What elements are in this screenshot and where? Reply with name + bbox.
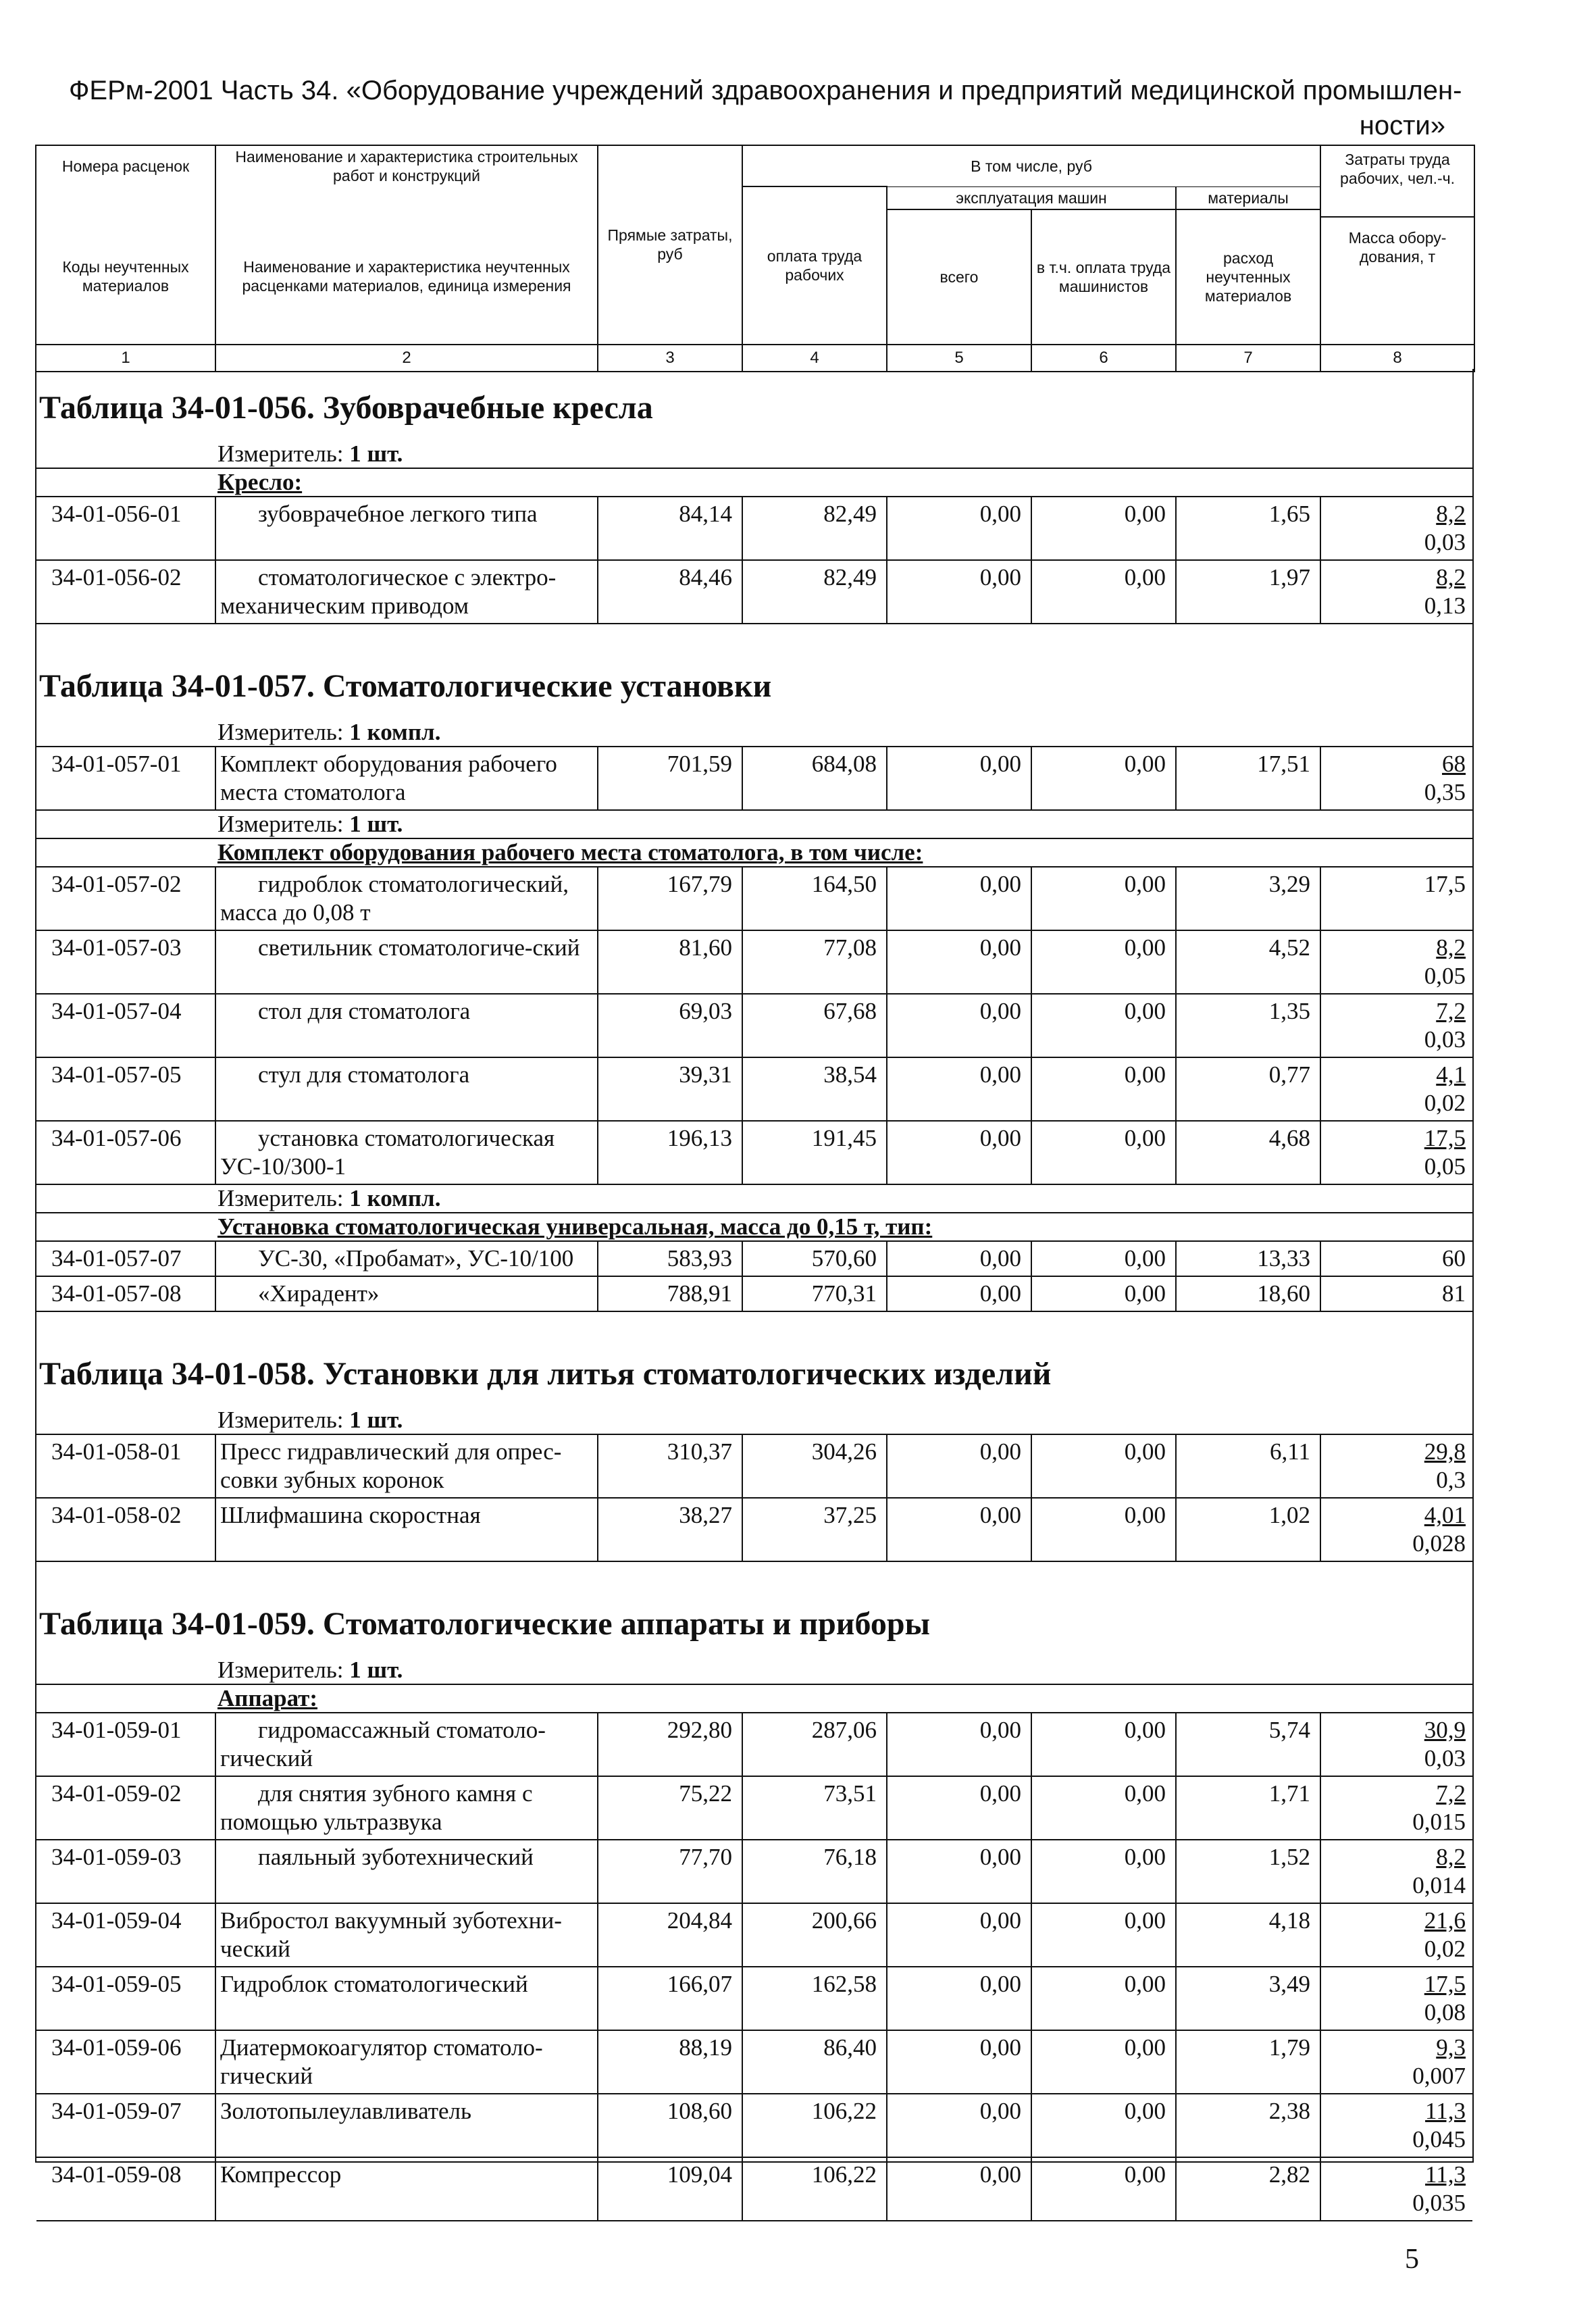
direct-costs: 292,80: [598, 1713, 743, 1776]
machine-total: 0,00: [887, 1777, 1032, 1839]
group-header: [36, 1685, 1472, 1713]
rate-table-section: [36, 1585, 1472, 2221]
section-gap: [36, 1312, 1472, 1335]
rate-code: 34-01-059-06: [36, 2031, 216, 2093]
work-name: стоматологическое с электро-механическим приводом: [216, 561, 598, 623]
unit-value: 1 компл.: [349, 719, 441, 745]
worker-pay: 82,49: [743, 497, 887, 559]
rate-code: 34-01-057-04: [36, 995, 216, 1057]
materials-cost: 0,77: [1177, 1058, 1321, 1120]
table-row: [36, 1277, 1472, 1312]
materials-cost: 18,60: [1177, 1277, 1321, 1311]
machinist-pay: 0,00: [1032, 1435, 1177, 1497]
labor-costs: 7,2: [1436, 998, 1466, 1024]
work-name: Вибростол вакуумный зуботехни-ческий: [216, 1904, 598, 1966]
machine-total: 0,00: [887, 561, 1032, 623]
work-name: УС-30, «Пробамат», УС-10/100: [216, 1242, 598, 1276]
header-equipment-mass: Масса обору-дования, т: [1348, 229, 1447, 266]
materials-cost: 3,29: [1177, 867, 1321, 930]
equipment-mass: 0,03: [1424, 1026, 1466, 1053]
table-row: [36, 1840, 1472, 1904]
group-header-text: Аппарат:: [217, 1685, 318, 1711]
section-gap: [36, 624, 1472, 647]
unit-of-measure: [36, 1657, 1472, 1685]
column-number: 2: [215, 345, 598, 372]
labor-costs: 68: [1442, 751, 1466, 777]
machinist-pay: 0,00: [1032, 1242, 1177, 1276]
labor-costs: 60: [1442, 1245, 1466, 1272]
header-labor-mass: [1320, 145, 1474, 345]
work-name: гидроблок стоматологический, масса до 0,08 т: [216, 867, 598, 930]
machinist-pay: 0,00: [1032, 931, 1177, 993]
machine-total: 0,00: [887, 1904, 1032, 1966]
work-name: Шлифмашина скоростная: [216, 1499, 598, 1561]
labor-and-mass: [1321, 497, 1475, 559]
equipment-mass: 0,03: [1424, 1745, 1466, 1771]
column-number: 1: [36, 345, 215, 372]
unit-of-measure: [36, 1407, 1472, 1435]
worker-pay: 106,22: [743, 2094, 887, 2157]
header-machine-operation: эксплуатация машин: [887, 186, 1176, 209]
table-title: Таблица 34-01-057. Стоматологические установки: [39, 668, 772, 704]
labor-and-mass: [1321, 1058, 1475, 1120]
worker-pay: 38,54: [743, 1058, 887, 1120]
materials-cost: 5,74: [1177, 1713, 1321, 1776]
labor-costs: 7,2: [1436, 1780, 1466, 1807]
column-number: 6: [1031, 345, 1176, 372]
materials-cost: 1,52: [1177, 1840, 1321, 1903]
labor-and-mass: [1321, 1967, 1475, 2030]
rate-code: 34-01-059-08: [36, 2158, 216, 2220]
worker-pay: 200,66: [743, 1904, 887, 1966]
table-title: Таблица 34-01-059. Стоматологические аппараты и приборы: [39, 1606, 930, 1642]
labor-costs: 29,8: [1424, 1438, 1466, 1465]
rate-code: 34-01-059-02: [36, 1777, 216, 1839]
labor-and-mass: [1321, 2094, 1475, 2157]
direct-costs: 310,37: [598, 1435, 743, 1497]
worker-pay: 570,60: [743, 1242, 887, 1276]
labor-and-mass: [1321, 1122, 1475, 1184]
materials-cost: 1,97: [1177, 561, 1321, 623]
equipment-mass: 0,007: [1412, 2063, 1466, 2089]
machinist-pay: 0,00: [1032, 1122, 1177, 1184]
table-row: [36, 1713, 1472, 1777]
unit-value: 1 шт.: [349, 811, 403, 837]
work-name: Пресс гидравлический для опрес-совки зубных коронок: [216, 1435, 598, 1497]
machinist-pay: 0,00: [1032, 1840, 1177, 1903]
direct-costs: 75,22: [598, 1777, 743, 1839]
table-row: [36, 2031, 1472, 2094]
work-name: для снятия зубного камня с помощью ультразвука: [216, 1777, 598, 1839]
materials-cost: 4,68: [1177, 1122, 1321, 1184]
group-header: [36, 839, 1472, 867]
equipment-mass: 0,035: [1412, 2190, 1466, 2216]
rate-code: 34-01-059-04: [36, 1904, 216, 1966]
rate-code: 34-01-059-01: [36, 1713, 216, 1776]
table-row: [36, 1242, 1472, 1277]
group-header-text: Комплект оборудования рабочего места стоматолога, в том числе:: [217, 839, 923, 865]
equipment-mass: 0,35: [1424, 779, 1466, 805]
header-line-1: ФЕРм-2001 Часть 34. «Оборудование учреждений здравоохранения и предприятий медицинской промышлен-: [69, 76, 1462, 105]
unit-value: 1 компл.: [349, 1185, 441, 1211]
rate-code: 34-01-057-06: [36, 1122, 216, 1184]
equipment-mass: 0,05: [1424, 1153, 1466, 1180]
unit-value: 1 шт.: [349, 1407, 403, 1433]
labor-and-mass: [1321, 1840, 1475, 1903]
labor-and-mass: [1321, 931, 1475, 993]
machinist-pay: 0,00: [1032, 561, 1177, 623]
worker-pay: 77,08: [743, 931, 887, 993]
group-header: [36, 469, 1472, 497]
direct-costs: 84,14: [598, 497, 743, 559]
worker-pay: 287,06: [743, 1713, 887, 1776]
column-number: 7: [1176, 345, 1320, 372]
machine-total: 0,00: [887, 2094, 1032, 2157]
equipment-mass: 0,08: [1424, 1999, 1466, 2026]
column-number: 8: [1320, 345, 1474, 372]
worker-pay: 162,58: [743, 1967, 887, 2030]
header-including: В том числе, руб: [742, 145, 1320, 186]
equipment-mass: 0,02: [1424, 1090, 1466, 1116]
materials-cost: 17,51: [1177, 747, 1321, 809]
table-row: [36, 1058, 1472, 1122]
table-row: [36, 747, 1472, 811]
direct-costs: 204,84: [598, 1904, 743, 1966]
table-row: [36, 561, 1472, 624]
rate-code: 34-01-057-03: [36, 931, 216, 993]
labor-and-mass: [1321, 1777, 1475, 1839]
labor-and-mass: [1321, 747, 1475, 809]
table-row: [36, 1499, 1472, 1562]
labor-and-mass: [1321, 995, 1475, 1057]
work-name: Комплект оборудования рабочего места стоматолога: [216, 747, 598, 809]
direct-costs: 108,60: [598, 2094, 743, 2157]
machine-total: 0,00: [887, 497, 1032, 559]
rate-code: 34-01-059-05: [36, 1967, 216, 2030]
labor-costs: 4,1: [1436, 1061, 1466, 1088]
equipment-mass: 0,03: [1424, 529, 1466, 555]
labor-costs: 8,2: [1436, 1844, 1466, 1870]
labor-and-mass: [1321, 1435, 1475, 1497]
labor-costs: 17,5: [1424, 1125, 1466, 1151]
rate-table-section: [36, 1335, 1472, 1562]
header-worker-pay: оплата труда рабочих: [742, 186, 887, 345]
worker-pay: 37,25: [743, 1499, 887, 1561]
equipment-mass: 0,02: [1424, 1936, 1466, 1962]
direct-costs: 81,60: [598, 931, 743, 993]
machinist-pay: 0,00: [1032, 1058, 1177, 1120]
worker-pay: 76,18: [743, 1840, 887, 1903]
labor-costs: 9,3: [1436, 2034, 1466, 2061]
header-machine-total: всего: [887, 209, 1031, 345]
machinist-pay: 0,00: [1032, 1713, 1177, 1776]
labor-costs: 8,2: [1436, 934, 1466, 961]
worker-pay: 684,08: [743, 747, 887, 809]
work-name: Золотопылеулавливатель: [216, 2094, 598, 2157]
direct-costs: 701,59: [598, 747, 743, 809]
work-name: стол для стоматолога: [216, 995, 598, 1057]
column-number: 4: [742, 345, 887, 372]
labor-costs: 81: [1442, 1280, 1466, 1307]
table-title: Таблица 34-01-058. Установки для литья стоматологических изделий: [39, 1356, 1052, 1392]
machine-total: 0,00: [887, 1122, 1032, 1184]
unit-of-measure: [36, 811, 1472, 839]
header-material-consumption: расход неучтенных материалов: [1176, 209, 1320, 345]
table-row: [36, 931, 1472, 995]
table-row: [36, 1904, 1472, 1967]
direct-costs: 69,03: [598, 995, 743, 1057]
machine-total: 0,00: [887, 1713, 1032, 1776]
labor-costs: 17,5: [1424, 871, 1466, 897]
worker-pay: 82,49: [743, 561, 887, 623]
worker-pay: 73,51: [743, 1777, 887, 1839]
machinist-pay: 0,00: [1032, 497, 1177, 559]
labor-costs: 8,2: [1436, 501, 1466, 527]
work-name: Компрессор: [216, 2158, 598, 2220]
machine-total: 0,00: [887, 1435, 1032, 1497]
materials-cost: 1,02: [1177, 1499, 1321, 1561]
unit-of-measure: [36, 1185, 1472, 1213]
rate-table-section: [36, 369, 1472, 624]
equipment-mass: 0,13: [1424, 593, 1466, 619]
unit-label: Измеритель:: [217, 1407, 350, 1433]
materials-cost: 1,79: [1177, 2031, 1321, 2093]
work-name: светильник стоматологиче-ский: [216, 931, 598, 993]
rate-code: 34-01-058-02: [36, 1499, 216, 1561]
equipment-mass: 0,015: [1412, 1809, 1466, 1835]
machine-total: 0,00: [887, 1967, 1032, 2030]
machinist-pay: 0,00: [1032, 1277, 1177, 1311]
machinist-pay: 0,00: [1032, 867, 1177, 930]
worker-pay: 191,45: [743, 1122, 887, 1184]
header-direct-costs: Прямые затраты, руб: [598, 145, 742, 345]
rate-code: 34-01-057-08: [36, 1277, 216, 1311]
materials-cost: 2,38: [1177, 2094, 1321, 2157]
header-machinist-pay: в т.ч. оплата труда машинистов: [1031, 209, 1176, 345]
rate-table-section: [36, 647, 1472, 1312]
header-rate-numbers: Номера расценок: [36, 145, 215, 186]
work-name: зубоврачебное легкого типа: [216, 497, 598, 559]
table-row: [36, 2158, 1472, 2221]
machine-total: 0,00: [887, 995, 1032, 1057]
labor-costs: 4,01: [1424, 1502, 1466, 1528]
labor-costs: 30,9: [1424, 1717, 1466, 1743]
work-name: стул для стоматолога: [216, 1058, 598, 1120]
machine-total: 0,00: [887, 2158, 1032, 2220]
machine-total: 0,00: [887, 931, 1032, 993]
direct-costs: 788,91: [598, 1277, 743, 1311]
worker-pay: 67,68: [743, 995, 887, 1057]
direct-costs: 39,31: [598, 1058, 743, 1120]
rate-code: 34-01-058-01: [36, 1435, 216, 1497]
table-row: [36, 867, 1472, 931]
work-name: гидромассажный стоматоло-гический: [216, 1713, 598, 1776]
unit-label: Измеритель:: [217, 1185, 350, 1211]
rate-code: 34-01-056-01: [36, 497, 216, 559]
machine-total: 0,00: [887, 1499, 1032, 1561]
labor-and-mass: [1321, 867, 1475, 930]
machine-total: 0,00: [887, 867, 1032, 930]
column-number: 5: [887, 345, 1031, 372]
direct-costs: 109,04: [598, 2158, 743, 2220]
materials-cost: 4,52: [1177, 931, 1321, 993]
direct-costs: 196,13: [598, 1122, 743, 1184]
direct-costs: 38,27: [598, 1499, 743, 1561]
rate-code: 34-01-059-07: [36, 2094, 216, 2157]
table-row: [36, 1967, 1472, 2031]
labor-and-mass: [1321, 1499, 1475, 1561]
labor-costs: 11,3: [1425, 2098, 1466, 2124]
column-number: 3: [598, 345, 742, 372]
work-name: установка стоматологическая УС-10/300-1: [216, 1122, 598, 1184]
header-materials: материалы: [1176, 186, 1320, 209]
header-material-name: Наименование и характеристика неучтенных расценками материалов, единица измерения: [215, 209, 598, 345]
materials-cost: 4,18: [1177, 1904, 1321, 1966]
rate-code: 34-01-057-05: [36, 1058, 216, 1120]
equipment-mass: 0,3: [1436, 1467, 1466, 1493]
table-body: [35, 369, 1474, 2216]
materials-cost: 1,65: [1177, 497, 1321, 559]
machinist-pay: 0,00: [1032, 747, 1177, 809]
materials-cost: 13,33: [1177, 1242, 1321, 1276]
machine-total: 0,00: [887, 747, 1032, 809]
header-work-name: Наименование и характеристика строительных работ и конструкций: [215, 145, 598, 186]
machinist-pay: 0,00: [1032, 995, 1177, 1057]
labor-costs: 8,2: [1436, 564, 1466, 590]
labor-and-mass: [1321, 561, 1475, 623]
labor-and-mass: [1321, 1904, 1475, 1966]
direct-costs: 166,07: [598, 1967, 743, 2030]
equipment-mass: 0,014: [1412, 1872, 1466, 1898]
unit-of-measure: [36, 441, 1472, 469]
machine-total: 0,00: [887, 1242, 1032, 1276]
document-header: [69, 73, 1474, 143]
table-header: [35, 145, 1475, 372]
rate-code: 34-01-057-02: [36, 867, 216, 930]
labor-and-mass: [1321, 1242, 1475, 1276]
direct-costs: 84,46: [598, 561, 743, 623]
materials-cost: 1,35: [1177, 995, 1321, 1057]
unit-label: Измеритель:: [217, 441, 350, 467]
labor-and-mass: [1321, 1277, 1475, 1311]
machine-total: 0,00: [887, 1840, 1032, 1903]
work-name: Диатермокоагулятор стоматоло-гический: [216, 2031, 598, 2093]
machinist-pay: 0,00: [1032, 2158, 1177, 2220]
labor-costs: 21,6: [1424, 1907, 1466, 1934]
machinist-pay: 0,00: [1032, 1499, 1177, 1561]
equipment-mass: 0,05: [1424, 963, 1466, 989]
machine-total: 0,00: [887, 1277, 1032, 1311]
direct-costs: 583,93: [598, 1242, 743, 1276]
worker-pay: 304,26: [743, 1435, 887, 1497]
machinist-pay: 0,00: [1032, 1904, 1177, 1966]
labor-and-mass: [1321, 2158, 1475, 2220]
unit-value: 1 шт.: [349, 1657, 403, 1683]
machinist-pay: 0,00: [1032, 2031, 1177, 2093]
work-name: Гидроблок стоматологический: [216, 1967, 598, 2030]
direct-costs: 77,70: [598, 1840, 743, 1903]
worker-pay: 164,50: [743, 867, 887, 930]
table-title: Таблица 34-01-056. Зубоврачебные кресла: [39, 390, 653, 426]
direct-costs: 88,19: [598, 2031, 743, 2093]
header-line-2: ности»: [1359, 111, 1445, 141]
section-gap: [36, 1562, 1472, 1585]
unit-value: 1 шт.: [349, 441, 403, 467]
equipment-mass: 0,028: [1412, 1530, 1466, 1557]
labor-and-mass: [1321, 1713, 1475, 1776]
group-header-text: Кресло:: [217, 469, 303, 495]
materials-cost: 2,82: [1177, 2158, 1321, 2220]
table-row: [36, 995, 1472, 1058]
machinist-pay: 0,00: [1032, 2094, 1177, 2157]
work-name: «Хирадент»: [216, 1277, 598, 1311]
worker-pay: 86,40: [743, 2031, 887, 2093]
rate-code: 34-01-059-03: [36, 1840, 216, 1903]
rate-code: 34-01-056-02: [36, 561, 216, 623]
table-row: [36, 497, 1472, 561]
worker-pay: 770,31: [743, 1277, 887, 1311]
materials-cost: 6,11: [1177, 1435, 1321, 1497]
machine-total: 0,00: [887, 2031, 1032, 2093]
page-number: 5: [1405, 2244, 1419, 2275]
header-material-codes: Коды неучтенных материалов: [36, 209, 215, 345]
group-header-text: Установка стоматологическая универсальная, масса до 0,15 т, тип:: [217, 1213, 933, 1240]
direct-costs: 167,79: [598, 867, 743, 930]
rate-code: 34-01-057-07: [36, 1242, 216, 1276]
equipment-mass: 0,045: [1412, 2126, 1466, 2153]
unit-label: Измеритель:: [217, 811, 350, 837]
materials-cost: 1,71: [1177, 1777, 1321, 1839]
labor-and-mass: [1321, 2031, 1475, 2093]
machinist-pay: 0,00: [1032, 1967, 1177, 2030]
rate-code: 34-01-057-01: [36, 747, 216, 809]
group-header: [36, 1213, 1472, 1242]
machine-total: 0,00: [887, 1058, 1032, 1120]
unit-label: Измеритель:: [217, 719, 350, 745]
table-row: [36, 2094, 1472, 2158]
labor-costs: 17,5: [1424, 1971, 1466, 1997]
table-row: [36, 1777, 1472, 1840]
header-labor-costs: Затраты труда рабочих, чел.-ч.: [1321, 146, 1474, 218]
unit-of-measure: [36, 719, 1472, 747]
table-row: [36, 1435, 1472, 1499]
unit-label: Измеритель:: [217, 1657, 350, 1683]
materials-cost: 3,49: [1177, 1967, 1321, 2030]
work-name: паяльный зуботехнический: [216, 1840, 598, 1903]
machinist-pay: 0,00: [1032, 1777, 1177, 1839]
worker-pay: 106,22: [743, 2158, 887, 2220]
table-row: [36, 1122, 1472, 1185]
labor-costs: 11,3: [1425, 2161, 1466, 2188]
